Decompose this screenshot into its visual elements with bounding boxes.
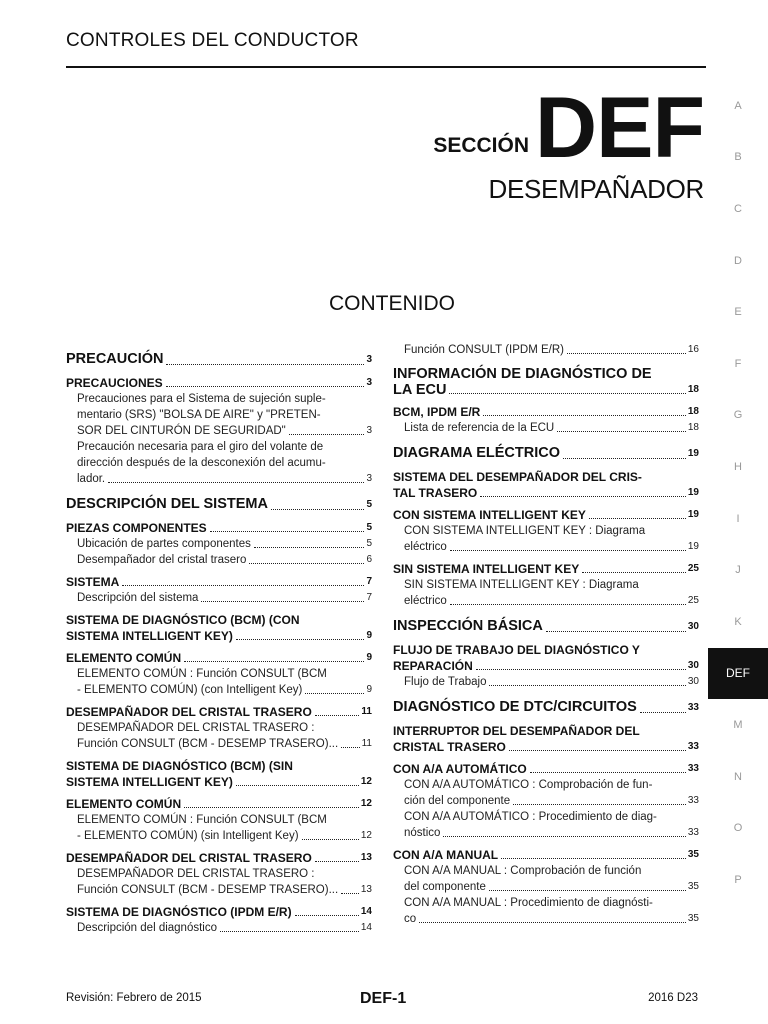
toc-entry-last-line: [77, 828, 372, 844]
toc-entry-last-line: [393, 658, 699, 674]
toc-entry-title: ELEMENTO COMÚN: [66, 797, 182, 811]
toc-entry-title-line: Precaución necesaria para el giro del volante de: [77, 441, 324, 453]
toc-entry-title: Lista de referencia de la ECU: [404, 422, 555, 434]
toc-leader-dots: [546, 631, 686, 632]
footer-revision: Revisión: Febrero de 2015: [66, 992, 202, 1004]
toc-entry-title-line: mentario (SRS) "BOLSA DE AIRE" y "PRETEN-: [77, 409, 321, 421]
toc-entry[interactable]: [66, 758, 372, 790]
toc-entry[interactable]: [393, 523, 699, 555]
toc-entry-title: INSPECCIÓN BÁSICA: [393, 618, 543, 634]
toc-entry[interactable]: [66, 495, 372, 514]
toc-entry-title-line: SISTEMA DE DIAGNÓSTICO (BCM) (CON: [66, 613, 300, 627]
toc-leader-dots: [476, 669, 686, 670]
toc-leader-dots: [108, 482, 364, 483]
toc-leader-dots: [184, 807, 359, 808]
toc-entry-title: CON SISTEMA INTELLIGENT KEY: [393, 508, 586, 522]
toc-leader-dots: [341, 747, 359, 748]
toc-entry-title: Función CONSULT (IPDM E/R): [404, 344, 564, 356]
toc-entry-last-line: [77, 682, 372, 698]
toc-leader-dots: [509, 750, 686, 751]
toc-entry-title-line: - ELEMENTO COMÚN) (con Intelligent Key): [77, 684, 303, 696]
toc-leader-dots: [443, 836, 685, 837]
toc-page-number: 33: [687, 795, 699, 806]
footer-model: 2016 D23: [648, 992, 698, 1004]
toc-leader-dots: [513, 804, 686, 805]
section-tab-f[interactable]: F: [734, 357, 742, 370]
toc-page-number: 35: [687, 913, 699, 924]
toc-entry[interactable]: [393, 617, 699, 636]
toc-entry-title-line: ELEMENTO COMÚN : Función CONSULT (BCM: [77, 668, 327, 680]
toc-entry[interactable]: [393, 420, 699, 436]
toc-page-number: 7: [366, 576, 372, 587]
toc-entry-title-line: REPARACIÓN: [393, 659, 473, 673]
toc-entry-title-line: SISTEMA DE DIAGNÓSTICO (BCM) (SIN: [66, 759, 293, 773]
toc-page-number: 9: [366, 630, 372, 641]
toc-entry-title-line: del componente: [404, 881, 486, 893]
section-tab-o[interactable]: O: [733, 822, 743, 835]
toc-entry-title: DESEMPAÑADOR DEL CRISTAL TRASERO: [66, 851, 312, 865]
toc-page-number: 30: [687, 660, 699, 671]
toc-page-number: 25: [687, 595, 699, 606]
section-word: SECCIÓN: [433, 134, 529, 157]
section-tab-j[interactable]: J: [735, 564, 741, 577]
section-tab-g[interactable]: G: [733, 409, 743, 422]
toc-entry-title-line: co: [404, 913, 417, 925]
toc-entry-title-line: ción del componente: [404, 795, 511, 807]
toc-leader-dots: [315, 861, 359, 862]
toc-page-number: 5: [366, 522, 372, 533]
toc-leader-dots: [184, 661, 364, 662]
toc-entry-title: DESCRIPCIÓN DEL SISTEMA: [66, 496, 268, 512]
toc-leader-dots: [315, 715, 360, 716]
section-name: DESEMPAÑADOR: [488, 174, 704, 204]
toc-entry[interactable]: [393, 469, 699, 501]
toc-page-number: 18: [687, 384, 699, 395]
toc-entry[interactable]: [66, 812, 372, 844]
toc-entry-last-line: [404, 539, 699, 555]
toc-page-number: 33: [687, 741, 699, 752]
toc-entry[interactable]: [66, 866, 372, 898]
toc-page-number: 3: [366, 354, 372, 365]
contents-heading: CONTENIDO: [329, 292, 455, 315]
toc-leader-dots: [201, 601, 364, 602]
toc-entry-title-line: dirección después de la desconexión del acumu-: [77, 457, 326, 469]
toc-page-number: 25: [687, 563, 699, 574]
toc-page-number: 35: [687, 849, 699, 860]
toc-entry[interactable]: [66, 612, 372, 644]
toc-entry[interactable]: [393, 561, 699, 577]
toc-entry-title-line: CON A/A AUTOMÁTICO : Comprobación de fun-: [404, 779, 653, 791]
toc-page-number: 33: [687, 827, 699, 838]
toc-entry-title: DESEMPAÑADOR DEL CRISTAL TRASERO: [66, 705, 312, 719]
toc-entry[interactable]: [393, 698, 699, 717]
toc-entry-title: ELEMENTO COMÚN: [66, 651, 182, 665]
toc-page-number: 12: [360, 830, 372, 841]
section-tab-a[interactable]: A: [734, 99, 742, 112]
toc-entry[interactable]: [393, 674, 699, 690]
toc-entry-title-line: lador.: [77, 473, 106, 485]
toc-page-number: 19: [687, 509, 699, 520]
toc-entry-title-line: Función CONSULT (BCM - DESEMP TRASERO)...: [77, 884, 339, 896]
header-title: CONTROLES DEL CONDUCTOR: [66, 30, 359, 51]
section-row: [433, 80, 704, 176]
toc-entry[interactable]: [66, 590, 372, 606]
toc-entry-title: Flujo de Trabajo: [404, 676, 487, 688]
toc-leader-dots: [480, 496, 686, 497]
toc-page-number: 3: [366, 425, 372, 436]
toc-entry-title-line: eléctrico: [404, 595, 447, 607]
section-tab-e[interactable]: E: [734, 306, 742, 319]
toc-page-number: 14: [360, 906, 372, 917]
toc-leader-dots: [501, 858, 686, 859]
toc-page-number: 5: [366, 538, 372, 549]
toc-leader-dots: [166, 364, 364, 365]
toc-entry-title-line: LA ECU: [393, 382, 447, 398]
toc-page-number: 13: [360, 852, 372, 863]
toc-leader-dots: [236, 639, 365, 640]
toc-leader-dots: [450, 550, 686, 551]
toc-entry[interactable]: [393, 577, 699, 609]
toc-leader-dots: [295, 915, 359, 916]
toc-entry-title: SISTEMA DE DIAGNÓSTICO (IPDM E/R): [66, 905, 292, 919]
toc-entry[interactable]: [393, 507, 699, 523]
toc-entry-title-line: CRISTAL TRASERO: [393, 740, 506, 754]
toc-entry[interactable]: [66, 375, 372, 391]
toc-entry-title: PIEZAS COMPONENTES: [66, 521, 207, 535]
toc-page-number: 35: [687, 881, 699, 892]
toc-leader-dots: [567, 353, 686, 354]
toc-entry-title: Descripción del diagnóstico: [77, 922, 217, 934]
toc-leader-dots: [640, 712, 686, 713]
toc-entry-last-line: [404, 825, 699, 841]
toc-entry-title-line: TAL TRASERO: [393, 486, 478, 500]
toc-entry-last-line: [66, 774, 372, 790]
toc-entry[interactable]: [393, 847, 699, 863]
toc-entry-title-line: SISTEMA INTELLIGENT KEY): [66, 775, 233, 789]
toc-page-number: 6: [366, 554, 372, 565]
toc-leader-dots: [249, 563, 364, 564]
toc-entry[interactable]: [66, 666, 372, 698]
toc-entry-last-line: [77, 471, 372, 487]
toc-page-number: 7: [366, 592, 372, 603]
toc-leader-dots: [289, 434, 365, 435]
toc-page-number: 33: [687, 702, 699, 713]
toc-page-number: 13: [360, 884, 372, 895]
toc-entry-title: CON A/A MANUAL: [393, 848, 499, 862]
toc-entry-title-line: SIN SISTEMA INTELLIGENT KEY : Diagrama: [404, 579, 639, 591]
toc-page-number: 9: [366, 684, 372, 695]
toc-right-column: [393, 342, 699, 927]
toc-entry[interactable]: [393, 761, 699, 777]
toc-entry-title: DIAGRAMA ELÉCTRICO: [393, 445, 561, 461]
toc-leader-dots: [271, 509, 364, 510]
toc-entry-last-line: [404, 793, 699, 809]
section-tab-m[interactable]: M: [733, 718, 743, 731]
toc-page-number: 30: [687, 621, 699, 632]
toc-leader-dots: [557, 431, 686, 432]
toc-entry-title: BCM, IPDM E/R: [393, 405, 481, 419]
toc-leader-dots: [589, 518, 686, 519]
toc-entry-last-line: [66, 628, 372, 644]
toc-entry-title-line: - ELEMENTO COMÚN) (sin Intelligent Key): [77, 830, 299, 842]
section-code: DEF: [535, 80, 704, 176]
toc-leader-dots: [450, 604, 686, 605]
toc-entry[interactable]: [66, 536, 372, 552]
section-tab-k[interactable]: K: [734, 615, 742, 628]
toc-entry-title: Desempañador del cristal trasero: [77, 554, 247, 566]
toc-entry-last-line: [404, 911, 699, 927]
toc-leader-dots: [236, 785, 359, 786]
toc-leader-dots: [582, 572, 686, 573]
toc-leader-dots: [122, 585, 364, 586]
toc-page-number: 19: [687, 541, 699, 552]
toc-entry-title-line: SISTEMA INTELLIGENT KEY): [66, 629, 233, 643]
toc-entry-last-line: [77, 882, 372, 898]
toc-entry-title: SIN SISTEMA INTELLIGENT KEY: [393, 562, 580, 576]
toc-entry[interactable]: [66, 704, 372, 720]
toc-entry[interactable]: [393, 777, 699, 809]
toc-entry-title: PRECAUCIÓN: [66, 351, 164, 367]
toc-entry[interactable]: [66, 350, 372, 369]
toc-leader-dots: [341, 893, 359, 894]
toc-entry-last-line: [393, 382, 699, 398]
toc-entry-title-line: CON A/A AUTOMÁTICO : Procedimiento de diag-: [404, 811, 657, 823]
toc-entry-title-line: INTERRUPTOR DEL DESEMPAÑADOR DEL: [393, 724, 640, 738]
toc-entry[interactable]: [393, 404, 699, 420]
toc-entry-title: SISTEMA: [66, 575, 120, 589]
toc-entry[interactable]: [393, 444, 699, 463]
toc-page-number: 9: [366, 652, 372, 663]
toc-entry-last-line: [77, 736, 372, 752]
toc-page-number: 5: [366, 499, 372, 510]
toc-entry-title: DIAGNÓSTICO DE DTC/CIRCUITOS: [393, 699, 637, 715]
toc-leader-dots: [483, 415, 686, 416]
toc-entry-title-line: Función CONSULT (BCM - DESEMP TRASERO)...: [77, 738, 339, 750]
toc-entry-title: CON A/A AUTOMÁTICO: [393, 762, 527, 776]
toc-page-number: 30: [687, 676, 699, 687]
toc-leader-dots: [254, 547, 365, 548]
toc-entry-last-line: [77, 423, 372, 439]
toc-entry-title-line: Precauciones para el Sistema de sujeción suple-: [77, 393, 326, 405]
toc-entry-title-line: INFORMACIÓN DE DIAGNÓSTICO DE: [393, 366, 652, 382]
toc-entry[interactable]: [66, 391, 372, 439]
section-tab-i[interactable]: I: [736, 512, 740, 525]
toc-entry-title: Descripción del sistema: [77, 592, 199, 604]
toc-page-number: 11: [361, 706, 372, 717]
toc-page-number: 16: [687, 344, 699, 355]
toc-entry-title-line: DESEMPAÑADOR DEL CRISTAL TRASERO :: [77, 722, 315, 734]
toc-entry-title-line: CON A/A MANUAL : Procedimiento de diagnósti-: [404, 897, 653, 909]
toc-entry[interactable]: [66, 552, 372, 568]
footer-page-number: DEF-1: [360, 990, 407, 1007]
toc-entry[interactable]: [393, 342, 699, 358]
toc-entry[interactable]: [66, 850, 372, 866]
toc-leader-dots: [210, 531, 365, 532]
toc-entry-title-line: CON SISTEMA INTELLIGENT KEY : Diagrama: [404, 525, 646, 537]
toc-page-number: 14: [360, 922, 372, 933]
toc-entry[interactable]: [393, 723, 699, 755]
section-tab-def[interactable]: DEF: [708, 648, 768, 700]
toc-leader-dots: [489, 685, 685, 686]
section-tabs: [708, 80, 768, 906]
toc-leader-dots: [302, 839, 359, 840]
toc-page-number: 33: [687, 763, 699, 774]
toc-leader-dots: [530, 772, 686, 773]
toc-entry[interactable]: [66, 796, 372, 812]
toc-entry[interactable]: [66, 650, 372, 666]
toc-page-number: 18: [687, 406, 699, 417]
toc-entry-title: Ubicación de partes componentes: [77, 538, 251, 550]
toc-page-number: 12: [360, 798, 372, 809]
toc-entry-title-line: ELEMENTO COMÚN : Función CONSULT (BCM: [77, 814, 327, 826]
toc-page-number: 12: [360, 776, 372, 787]
toc-entry[interactable]: [66, 720, 372, 752]
header-rule: [66, 66, 706, 68]
section-tab-n[interactable]: N: [734, 770, 742, 783]
toc-entry[interactable]: [66, 520, 372, 536]
section-tab-b[interactable]: B: [734, 151, 742, 164]
toc-leader-dots: [220, 931, 359, 932]
toc-page-number: 18: [687, 422, 699, 433]
toc-page-number: 3: [366, 377, 372, 388]
toc-leader-dots: [449, 393, 685, 394]
toc-page-number: 19: [687, 487, 699, 498]
section-block: [433, 80, 704, 205]
toc-entry[interactable]: [393, 809, 699, 841]
toc-leader-dots: [305, 693, 364, 694]
toc-entry-last-line: [404, 879, 699, 895]
toc-entry-title-line: CON A/A MANUAL : Comprobación de función: [404, 865, 642, 877]
toc-page-number: 3: [366, 473, 372, 484]
toc-entry-title: PRECAUCIONES: [66, 376, 163, 390]
toc-entry-last-line: [404, 593, 699, 609]
section-tab-c[interactable]: C: [734, 202, 742, 215]
toc-entry-title-line: DESEMPAÑADOR DEL CRISTAL TRASERO :: [77, 868, 315, 880]
toc-entry-last-line: [393, 739, 699, 755]
toc-entry-last-line: [393, 485, 699, 501]
toc-entry[interactable]: [393, 642, 699, 674]
toc-entry[interactable]: [66, 904, 372, 920]
toc-entry[interactable]: [393, 895, 699, 927]
toc-entry[interactable]: [66, 439, 372, 487]
toc-leader-dots: [166, 386, 365, 387]
toc-entry[interactable]: [66, 920, 372, 936]
toc-entry-title-line: FLUJO DE TRABAJO DEL DIAGNÓSTICO Y: [393, 643, 640, 657]
toc-entry-title-line: eléctrico: [404, 541, 447, 553]
toc-entry[interactable]: [66, 574, 372, 590]
toc-leader-dots: [489, 890, 686, 891]
toc-leader-dots: [419, 922, 686, 923]
toc-page-number: 11: [361, 738, 372, 749]
section-tab-d[interactable]: D: [734, 254, 742, 267]
toc-entry-title-line: nóstico: [404, 827, 441, 839]
toc-left-column: [66, 342, 372, 936]
toc-entry-title-line: SISTEMA DEL DESEMPAÑADOR DEL CRIS-: [393, 470, 642, 484]
toc-entry[interactable]: [393, 366, 699, 398]
toc-page-number: 19: [687, 448, 699, 459]
toc-entry[interactable]: [393, 863, 699, 895]
toc-entry-title-line: SOR DEL CINTURÓN DE SEGURIDAD": [77, 425, 286, 437]
toc-leader-dots: [563, 458, 686, 459]
section-tab-p[interactable]: P: [734, 873, 742, 886]
section-tab-h[interactable]: H: [734, 460, 742, 473]
